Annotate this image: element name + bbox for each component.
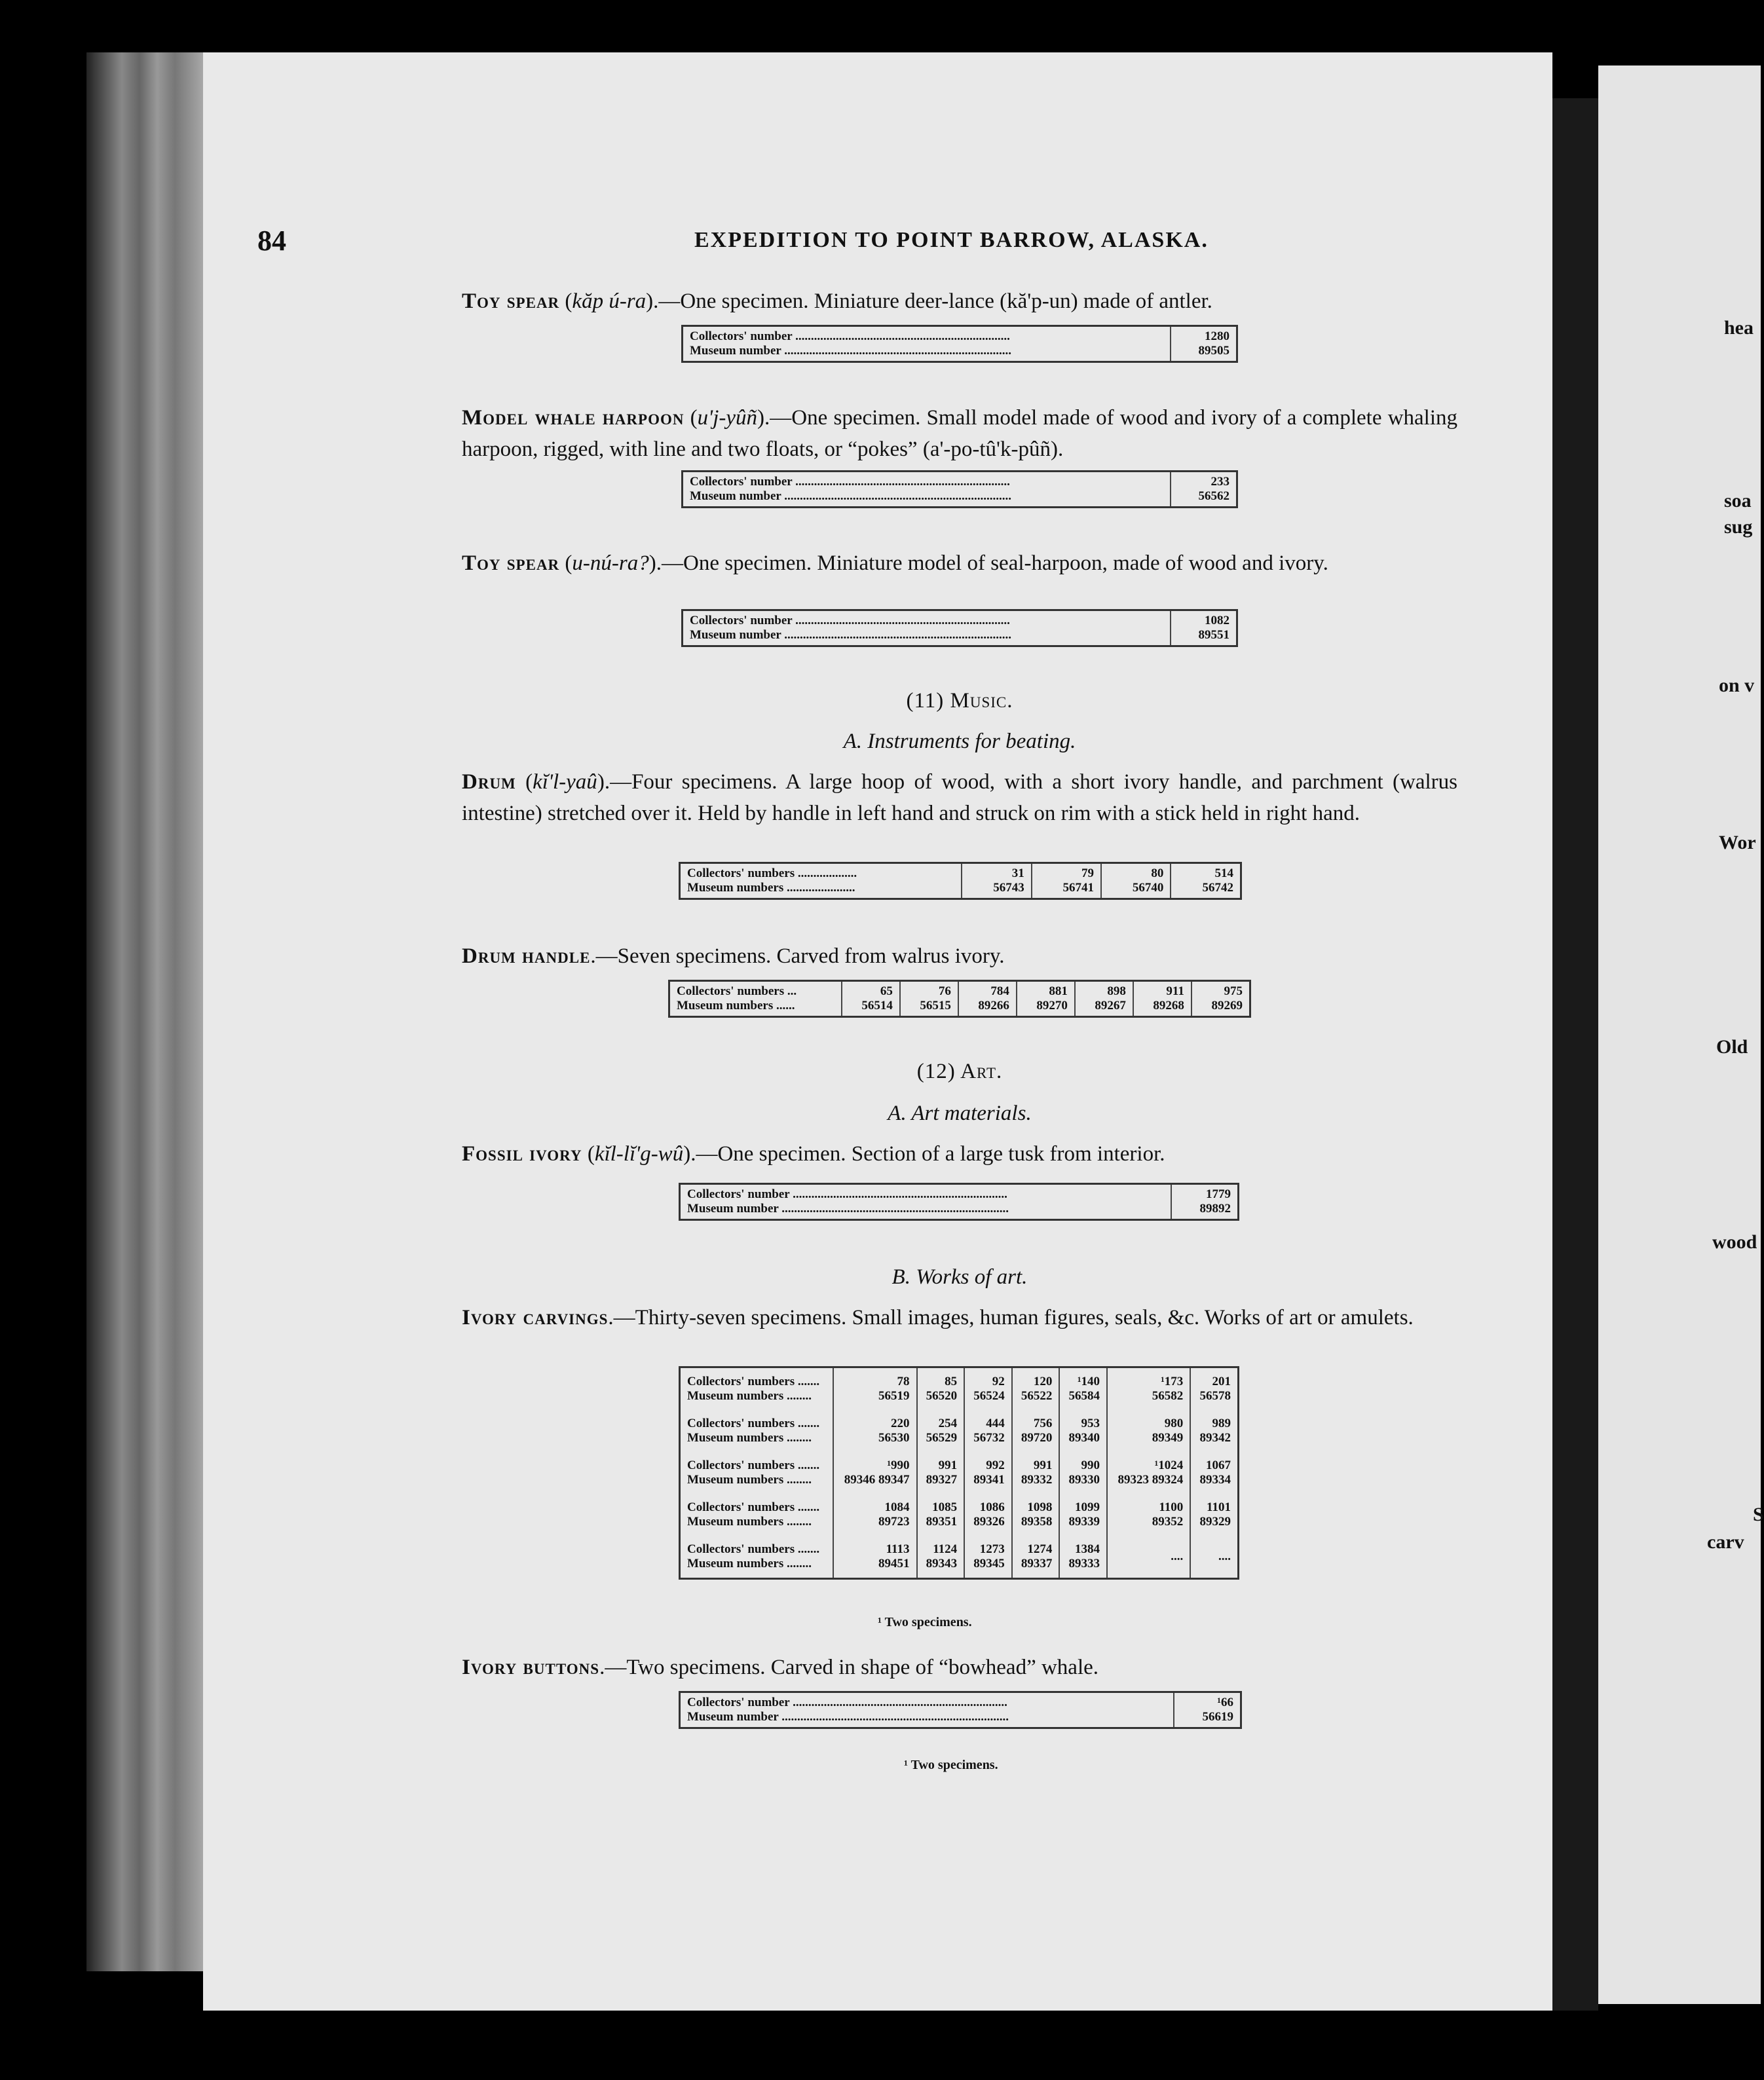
table-label: Collectors' numbers ....... Museum numbers ........ — [687, 1375, 820, 1403]
table-cell: 1273 89345 — [964, 1536, 1012, 1579]
right-fragment: hea — [1724, 317, 1754, 339]
native-term: u-nú-ra? — [572, 551, 649, 575]
table-cell: 220 56530 — [833, 1410, 916, 1452]
entry-toy-spear-1: Toy spear (kăp ú-ra).—One specimen. Miniature deer-lance (kă'p-un) made of antler. — [462, 289, 1212, 313]
table-cell: ¹1024 89323 89324 — [1107, 1452, 1190, 1494]
table-label: Collectors' numbers ....... Museum numbers ........ — [687, 1542, 820, 1570]
table-row — [680, 1494, 1239, 1536]
table-cell: 254 56529 — [917, 1410, 965, 1452]
subheading-art-materials: A. Art materials. — [888, 1102, 1032, 1125]
catalog-table-drum — [679, 862, 1242, 900]
entry-name: Drum handle — [462, 944, 591, 968]
table-cell: 1086 89326 — [964, 1494, 1012, 1536]
table-label: Collectors' number ..................................................................... Museum number ......................................................................... — [690, 475, 1012, 503]
right-fragment: on v — [1719, 675, 1755, 696]
entry-text: .—Two specimens. Carved in shape of “bowhead” whale. — [599, 1656, 1099, 1679]
table-cell: 784 89266 — [958, 981, 1017, 1017]
table-row — [680, 1367, 1239, 1411]
table-cell: 1084 89723 — [833, 1494, 916, 1536]
table-cell: 233 56562 — [1171, 472, 1237, 508]
table-cell: 444 56732 — [964, 1410, 1012, 1452]
native-term: kăp ú-ra — [572, 289, 647, 313]
table-cell: 980 89349 — [1107, 1410, 1190, 1452]
table-label: Collectors' numbers ... Museum numbers ...... — [677, 984, 797, 1012]
right-fragment: carv — [1707, 1531, 1744, 1553]
native-term: u'j-yûñ — [697, 406, 758, 430]
right-page — [1598, 65, 1761, 2004]
catalog-table-ivory-carvings — [679, 1366, 1239, 1580]
entry-name: Toy spear — [462, 289, 560, 313]
book-spine — [86, 52, 204, 1971]
catalog-table-ivory-buttons — [679, 1691, 1242, 1729]
entry-model-whale-harpoon: Model whale harpoon (u'j-yûñ).—One specimen. Small model made of wood and ivory of a complete whaling harpoon, rigged, with line and two floats, or “pokes” (a'-po-tû'k-pûñ). — [462, 406, 1458, 461]
table-cell: 1124 89343 — [917, 1536, 965, 1579]
table-label: Collectors' numbers ....... Museum numbers ........ — [687, 1458, 820, 1487]
entry-name: Ivory carvings — [462, 1306, 609, 1329]
entry-text: .—Thirty-seven specimens. Small images, human figures, seals, &c. Works of art or amulets. — [608, 1306, 1414, 1329]
native-term: kĭ'l-yaû — [533, 770, 597, 794]
right-fragment: wood — [1712, 1231, 1757, 1253]
table-label: Collectors' number ..................................................................... Museum number ......................................................................... — [690, 614, 1012, 642]
table-cell: 1085 89351 — [917, 1494, 965, 1536]
table-cell: 991 89327 — [917, 1452, 965, 1494]
catalog-table-fossil-ivory — [679, 1183, 1239, 1221]
table-cell: ¹66 56619 — [1174, 1692, 1241, 1728]
table-cell: 120 56522 — [1012, 1367, 1060, 1411]
table-cell: 975 89269 — [1192, 981, 1250, 1017]
right-fragment: sug — [1724, 516, 1753, 538]
subheading-instruments: A. Instruments for beating. — [843, 730, 1076, 753]
native-term: kĭl-lĭ'g-wû — [594, 1142, 684, 1166]
table-cell: 76 56515 — [900, 981, 958, 1017]
entry-text: .—One specimen. Section of a large tusk from interior. — [690, 1142, 1165, 1166]
table-cell: 31 56743 — [962, 863, 1031, 899]
right-fragment: S — [1753, 1504, 1764, 1525]
right-fragment: soa — [1724, 490, 1752, 511]
table-cell: 1101 89329 — [1190, 1494, 1238, 1536]
table-label: Collectors' numbers ................... Museum numbers ...................... — [687, 866, 857, 895]
catalog-table-model-whale-harpoon — [681, 470, 1238, 508]
table-cell: .... — [1190, 1536, 1238, 1579]
table-cell: 898 89267 — [1075, 981, 1133, 1017]
table-label: Collectors' number ..................................................................... Museum number ......................................................................... — [687, 1696, 1009, 1724]
catalog-table-toy-spear-1 — [681, 325, 1238, 363]
entry-drum: Drum (kĭ'l-yaû).—Four specimens. A large hoop of wood, with a short ivory handle, and parchment (walrus intestine) stretched over it. Held by handle in left hand and struck on rim with a stick held in right hand. — [462, 770, 1457, 825]
table-cell: 991 89332 — [1012, 1452, 1060, 1494]
entry-ivory-buttons — [462, 1652, 1457, 1683]
table-cell: 881 89270 — [1017, 981, 1075, 1017]
table-cell: 1098 89358 — [1012, 1494, 1060, 1536]
table-cell: 953 89340 — [1059, 1410, 1107, 1452]
table-cell: 990 89330 — [1059, 1452, 1107, 1494]
subheading-works-of-art: B. Works of art. — [891, 1265, 1028, 1289]
page-number: 84 — [257, 225, 286, 257]
entry-name: Toy spear — [462, 551, 560, 575]
table-cell: 1082 89551 — [1171, 610, 1237, 646]
table-cell: 992 89341 — [964, 1452, 1012, 1494]
entry-text: .—One specimen. Miniature deer-lance (kă'p-un) made of antler. — [653, 289, 1212, 313]
entry-drum-handle — [462, 940, 1457, 972]
entry-name: Fossil ivory — [462, 1142, 582, 1166]
table-cell: 85 56520 — [917, 1367, 965, 1411]
table-row — [680, 1536, 1239, 1579]
table-cell: 911 89268 — [1133, 981, 1192, 1017]
table-cell: 1274 89337 — [1012, 1536, 1060, 1579]
table-row — [680, 1410, 1239, 1452]
footnote-buttons: ¹ Two specimens. — [904, 1758, 998, 1772]
entry-text: .—Seven specimens. Carved from walrus ivory. — [590, 944, 1005, 968]
entry-toy-spear-2: Toy spear (u-nú-ra?).—One specimen. Miniature model of seal-harpoon, made of wood and ivory. — [462, 551, 1328, 575]
gutter — [1552, 98, 1598, 2011]
table-cell: 1280 89505 — [1171, 326, 1237, 362]
right-fragment: Old — [1716, 1036, 1748, 1058]
table-cell: 201 56578 — [1190, 1367, 1238, 1411]
table-cell: 1113 89451 — [833, 1536, 916, 1579]
table-cell: 756 89720 — [1012, 1410, 1060, 1452]
entry-text: .—One specimen. Small model made of wood and ivory of a complete whaling harpoon, rigged, with line and two floats, or “pokes” (a'-po-tû'k-pûñ). — [462, 406, 1458, 461]
entry-name: Model whale harpoon — [462, 406, 685, 430]
table-cell: 1067 89334 — [1190, 1452, 1238, 1494]
table-cell: ¹140 56584 — [1059, 1367, 1107, 1411]
catalog-table-drum-handle — [668, 980, 1251, 1018]
table-cell: 514 56742 — [1171, 863, 1241, 899]
entry-name: Drum — [462, 770, 516, 794]
table-cell: ¹173 56582 — [1107, 1367, 1190, 1411]
table-cell: 1384 89333 — [1059, 1536, 1107, 1579]
table-cell: 92 56524 — [964, 1367, 1012, 1411]
table-cell: 80 56740 — [1101, 863, 1171, 899]
entry-text: .—Four specimens. A large hoop of wood, with a short ivory handle, and parchment (walrus intestine) stretched over it. Held by handle in left hand and struck on rim with a stick held in right hand. — [462, 770, 1457, 825]
running-title: EXPEDITION TO POINT BARROW, ALASKA. — [694, 228, 1209, 252]
right-fragment: Wor — [1719, 832, 1756, 853]
table-label: Collectors' number ..................................................................... Museum number ......................................................................... — [687, 1187, 1009, 1216]
section-heading-art: (12) Art. — [916, 1060, 1003, 1083]
table-label: Collectors' numbers ....... Museum numbers ........ — [687, 1500, 820, 1529]
table-cell: ¹990 89346 89347 — [833, 1452, 916, 1494]
entry-text: .—One specimen. Miniature model of seal-harpoon, made of wood and ivory. — [656, 551, 1328, 575]
table-cell: 989 89342 — [1190, 1410, 1238, 1452]
table-row — [680, 1452, 1239, 1494]
section-heading-music: (11) Music. — [906, 689, 1013, 713]
catalog-table-toy-spear-2 — [681, 609, 1238, 647]
table-cell: 1779 89892 — [1171, 1184, 1238, 1220]
entry-ivory-carvings — [462, 1302, 1457, 1333]
table-cell: 78 56519 — [833, 1367, 916, 1411]
table-cell: .... — [1107, 1536, 1190, 1579]
table-label: Collectors' numbers ....... Museum numbers ........ — [687, 1417, 820, 1445]
footnote-carvings: ¹ Two specimens. — [878, 1615, 972, 1629]
table-cell: 1099 89339 — [1059, 1494, 1107, 1536]
table-cell: 1100 89352 — [1107, 1494, 1190, 1536]
entry-name: Ivory buttons — [462, 1656, 600, 1679]
table-label: Collectors' number ..................................................................... Museum number ......................................................................... — [690, 329, 1012, 358]
entry-fossil-ivory: Fossil ivory (kĭl-lĭ'g-wû).—One specimen. Section of a large tusk from interior. — [462, 1142, 1165, 1166]
table-cell: 65 56514 — [842, 981, 900, 1017]
table-cell: 79 56741 — [1032, 863, 1101, 899]
